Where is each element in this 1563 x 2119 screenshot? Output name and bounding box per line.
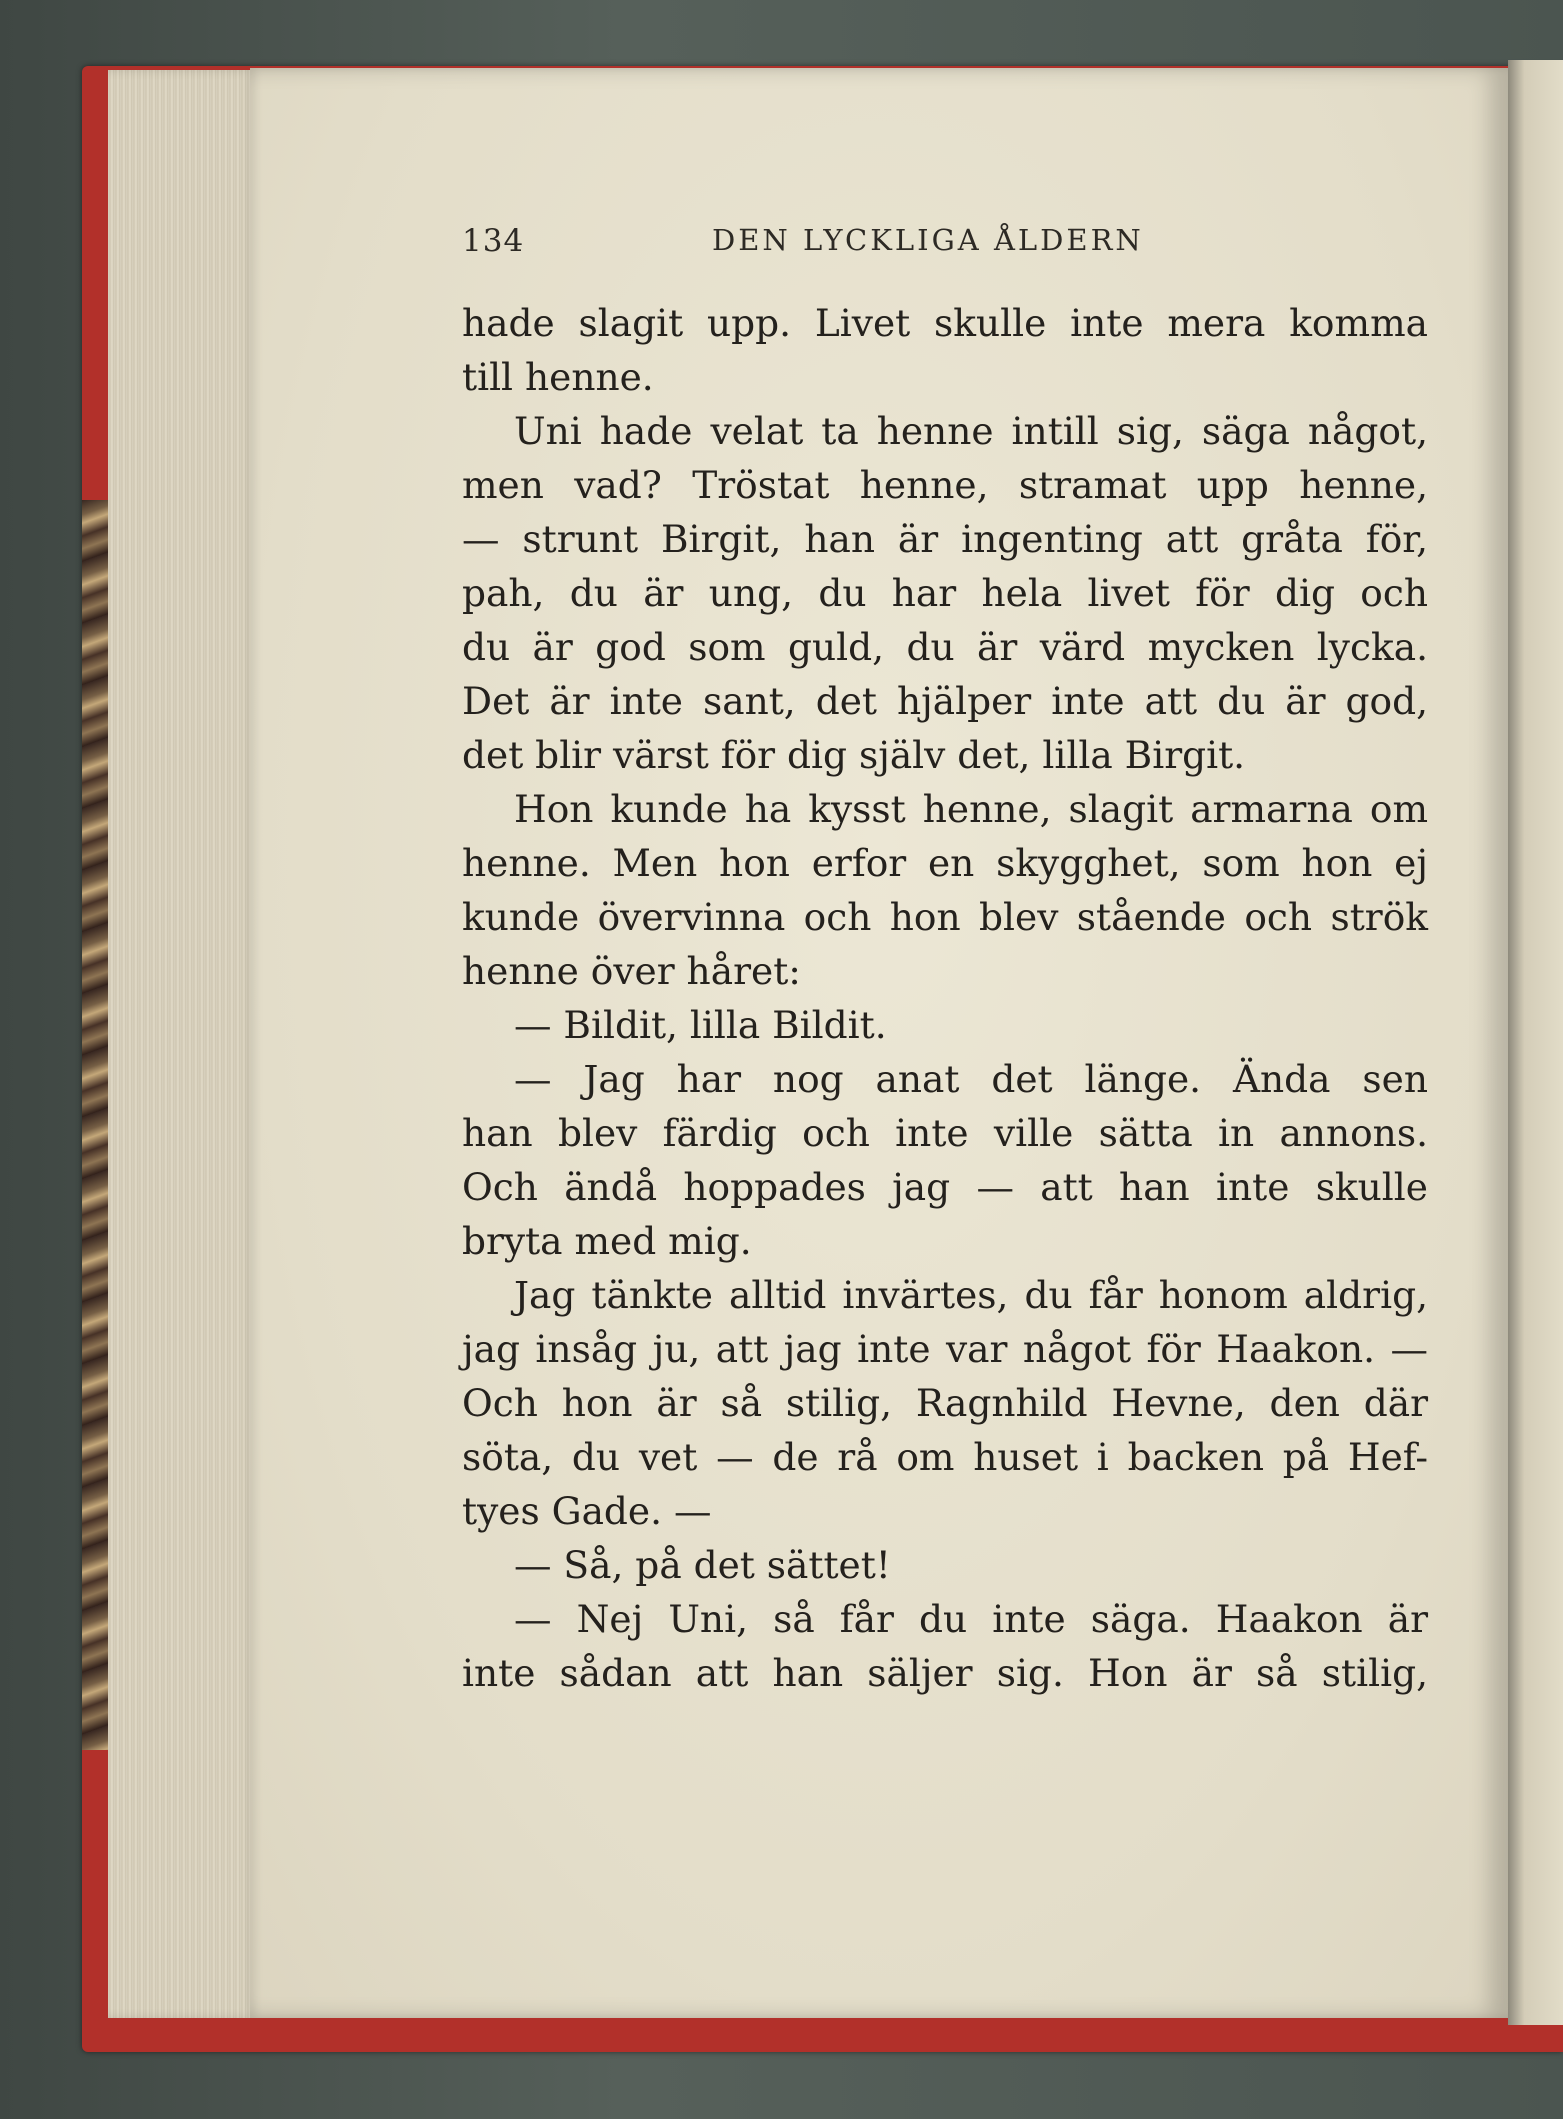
text-line: tyes Gade. — <box>462 1489 712 1533</box>
text-line: — Nej Uni, så får du inte säga. Haakon är <box>514 1597 1428 1641</box>
text-line: — Så, på det sättet! <box>514 1543 891 1587</box>
text-line: Jag tänkte alltid invärtes, du får honom aldrig, <box>514 1273 1428 1317</box>
text-line: henne över håret: <box>462 949 801 993</box>
text-line: bryta med mig. <box>462 1219 752 1263</box>
text-line: Och hon är så stilig, Ragnhild Hevne, den där <box>462 1381 1428 1425</box>
text-line: det blir värst för dig själv det, lilla Birgit. <box>462 733 1246 777</box>
running-head: DEN LYCKLIGA ÅLDERN <box>712 223 1144 257</box>
body-text <box>462 296 1428 1700</box>
text-line: Och ändå hoppades jag — att han inte skulle <box>462 1165 1428 1209</box>
text-line: Det är inte sant, det hjälper inte att du är god, <box>462 679 1428 723</box>
text-line: söta, du vet — de rå om huset i backen på Hef- <box>462 1435 1428 1479</box>
page-header <box>462 215 1222 265</box>
page-edges <box>108 70 258 2018</box>
text-line: Hon kunde ha kysst henne, slagit armarna om <box>514 787 1428 831</box>
text-line: han blev färdig och inte ville sätta in annons. <box>462 1111 1428 1155</box>
text-line: Uni hade velat ta henne intill sig, säga något, <box>514 409 1428 453</box>
text-line: inte sådan att han säljer sig. Hon är så stilig, <box>462 1651 1428 1695</box>
page-number: 134 <box>462 223 525 259</box>
text-line: men vad? Tröstat henne, stramat upp henne, <box>462 463 1428 507</box>
text-line: du är god som guld, du är värd mycken lycka. <box>462 625 1428 669</box>
text-line: pah, du är ung, du har hela livet för dig och <box>462 571 1428 615</box>
text-line: till henne. <box>462 355 654 399</box>
text-line: hade slagit upp. Livet skulle inte mera komma <box>462 301 1428 345</box>
text-line: henne. Men hon erfor en skygghet, som hon ej <box>462 841 1428 885</box>
text-line: — Bildit, lilla Bildit. <box>514 1003 887 1047</box>
text-line: jag insåg ju, att jag inte var något för Haakon. — <box>462 1327 1428 1371</box>
text-line: kunde övervinna och hon blev stående och strök <box>462 895 1428 939</box>
text-line: — Jag har nog anat det länge. Ända sen <box>514 1057 1428 1101</box>
facing-page-gutter <box>1508 60 1563 2025</box>
text-line: — strunt Birgit, han är ingenting att gråta för, <box>462 517 1428 561</box>
